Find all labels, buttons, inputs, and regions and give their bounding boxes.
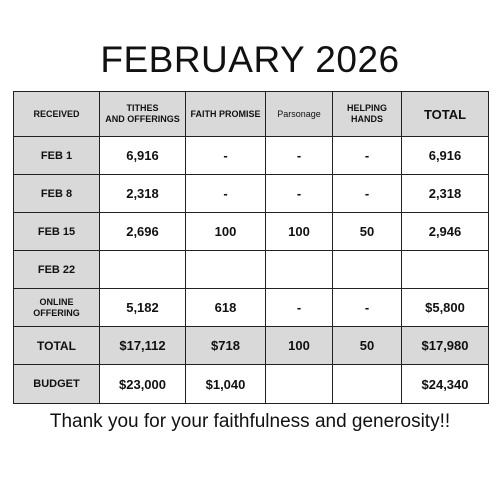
table-row-feb-1 <box>14 137 489 175</box>
cell-total: $17,980 <box>402 327 489 365</box>
row-label: FEB 1 <box>14 137 100 175</box>
cell-helping-hands: - <box>333 137 402 175</box>
page-title: FEBRUARY 2026 <box>100 39 400 80</box>
cell-helping-hands <box>333 365 402 404</box>
header-total: TOTAL <box>402 92 489 137</box>
cell-faith-promise: 618 <box>186 289 266 327</box>
header-received: RECEIVED <box>14 92 100 137</box>
cell-parsonage: 100 <box>266 327 333 365</box>
row-label: FEB 22 <box>14 251 100 289</box>
table-row-budget <box>14 365 489 404</box>
cell-total <box>402 251 489 289</box>
thank-you-message: Thank you for your faithfulness and generosity!! <box>49 411 451 432</box>
offerings-table <box>13 91 489 404</box>
cell-tithes: 2,318 <box>100 175 186 213</box>
cell-tithes: $23,000 <box>100 365 186 404</box>
cell-helping-hands: - <box>333 289 402 327</box>
cell-tithes: 6,916 <box>100 137 186 175</box>
header-helping-hands <box>333 92 402 137</box>
cell-faith-promise: - <box>186 175 266 213</box>
cell-tithes: 2,696 <box>100 213 186 251</box>
cell-faith-promise: 100 <box>186 213 266 251</box>
row-label: TOTAL <box>14 327 100 365</box>
row-label-line2: OFFERING <box>33 307 80 318</box>
header-helping-line1: HELPING <box>346 103 387 113</box>
row-label: FEB 15 <box>14 213 100 251</box>
table-row-feb-22 <box>14 251 489 289</box>
header-tithes <box>100 92 186 137</box>
cell-faith-promise: $718 <box>186 327 266 365</box>
cell-parsonage: 100 <box>266 213 333 251</box>
cell-faith-promise: - <box>186 137 266 175</box>
table-row-feb-15 <box>14 213 489 251</box>
cell-faith-promise: $1,040 <box>186 365 266 404</box>
cell-tithes: 5,182 <box>100 289 186 327</box>
cell-parsonage: - <box>266 289 333 327</box>
cell-total: $5,800 <box>402 289 489 327</box>
cell-parsonage: - <box>266 175 333 213</box>
cell-helping-hands: - <box>333 175 402 213</box>
row-label: BUDGET <box>14 365 100 404</box>
cell-helping-hands: 50 <box>333 213 402 251</box>
header-helping-line2: HANDS <box>350 114 383 124</box>
cell-parsonage <box>266 365 333 404</box>
cell-tithes <box>100 251 186 289</box>
table-row-online-offering <box>14 289 489 327</box>
row-label <box>14 289 100 327</box>
header-parsonage: Parsonage <box>266 92 333 137</box>
row-label: FEB 8 <box>14 175 100 213</box>
header-tithes-line2: AND OFFERINGS <box>105 114 180 124</box>
header-row <box>14 92 489 137</box>
cell-total: 2,318 <box>402 175 489 213</box>
cell-total: $24,340 <box>402 365 489 404</box>
cell-helping-hands: 50 <box>333 327 402 365</box>
table-row-total <box>14 327 489 365</box>
cell-parsonage: - <box>266 137 333 175</box>
cell-tithes: $17,112 <box>100 327 186 365</box>
header-faith-promise: FAITH PROMISE <box>186 92 266 137</box>
row-label-line1: ONLINE <box>39 296 74 307</box>
cell-total: 2,946 <box>402 213 489 251</box>
cell-helping-hands <box>333 251 402 289</box>
table-row-feb-8 <box>14 175 489 213</box>
header-tithes-line1: TITHES <box>126 103 159 113</box>
cell-faith-promise <box>186 251 266 289</box>
cell-total: 6,916 <box>402 137 489 175</box>
cell-parsonage <box>266 251 333 289</box>
